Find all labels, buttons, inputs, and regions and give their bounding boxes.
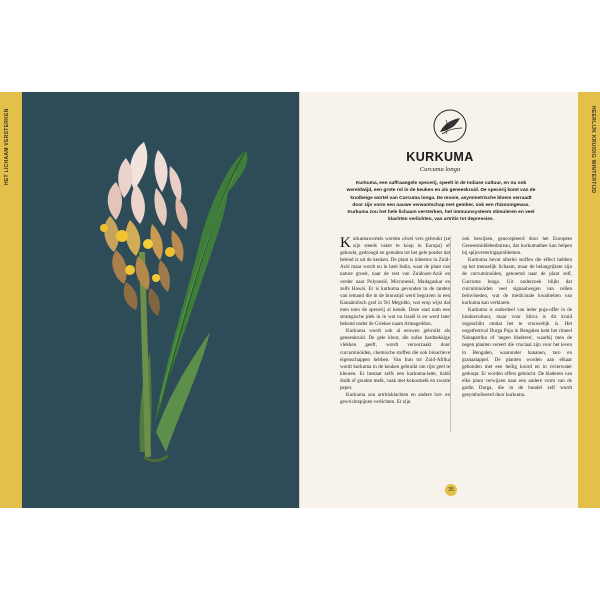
right-chapter-tab [578, 92, 600, 508]
left-tab-label: HET LICHAAM VERSTERKEN [4, 108, 10, 185]
page-number: 35 [445, 484, 457, 496]
intro-paragraph: Kurkuma, een saffraangele specerij, speelt in de Indiase cultuur, en nu ook wereldwijd, een grote rol in de keuken en als geneeskruid. De specerij komt van de knolbeige wortel van Curcuma longa. De mooie, asymmetrische bloem verraadt door zijn vorm een nauwe verwantschap met gember, ook een rhizoomgewas. Kurkuma zou het hele lichaam versterken, het immuunsysteem stimuleren en veel klachten verlichten, van artritis tot depressies. [346, 181, 536, 223]
paragraph: Kurkuma zou artritisklachten en andere bot- en gewrichtspijnen verlichten. Er zijn [340, 392, 450, 406]
paragraph: ook bewijzen, geaccepteerd door het Europees Geneesmiddelenbureau, dat kurkumathee kan helpen bij spijsverteringsproblemen. [462, 236, 572, 257]
text-column-2 [462, 236, 572, 399]
drop-cap: K [340, 235, 351, 251]
left-chapter-tab [0, 92, 22, 508]
left-page [0, 92, 300, 508]
column-divider [450, 236, 451, 432]
paragraph: Kurkuma is onderdeel van ieder puja-offer in de hindoecultuur, maar voor Shiva is dit kruid ongeschikt omdat het te vrouwelijk is. Het oogstfestival Durga Puja in Bengalen kent het ritueel Nabapatrika of 'negen bladeren', waarbij men de negen planten vereert die cruciaal zijn voor het leven in Bengalen, waaronder bananen, taro en granaatappel. De planten worden aan elkaar gebonden met een heilig koord en in rivierwater gedoopt. Er worden offers gebracht. De bladeren van elke plant verwijzen naar een andere vorm van de godin Durga, die in de bundel zelf wordt gesymboliseerd door kurkuma. [462, 306, 572, 399]
book-spread [0, 92, 600, 508]
botanical-emblem-icon [432, 108, 468, 144]
text-column-1 [340, 236, 450, 406]
paragraph [340, 236, 450, 328]
paragraph: Kurkuma bevat allerlei stoffen die effect hebben op het menselijk lichaam, maar de belangrijkste zijn de curcuminoïden, genoemd naar de plant zelf, Curcuma longa. Uit onderzoek blijkt dat curcuminoïden veel signaalwegen van cellen beïnvloeden, wat de medicinale kwaliteiten van kurkuma kan verklaren. [462, 257, 572, 306]
latin-name: Curcuma longa [419, 166, 461, 173]
page-title: KURKUMA [406, 150, 474, 164]
right-tab-label: HEERLIJK KRUIDIG WINTERTIJD [590, 106, 596, 194]
right-page [300, 92, 600, 508]
turmeric-plant-illustration [60, 132, 260, 472]
paragraph: Kurkuma wordt ook al eeuwen gebruikt als geneeskruid. De gele kleur, die zulke hardnekkige vlekken geeft, wordt veroorzaakt door curcuminoïden, chemische stoffen die ook bioactieve eigenschappen hebben. Van Iran tot Zuid-Afrika wordt kurkuma in de keuken gebruikt om rijst geel te kleuren. Er bestaat zelfs een kurkuma-latte, haldi dudh of gouden melk, vaak met kokosmelk en zwarte peper. [340, 328, 450, 391]
paragraph-text: urkumawortels worden olwel vers gebruikt (ze zijn steeds vaker te koop in Europa) of gekookt, gedroogd en gemalen tot het gele poeder dat belend is uit de keuken. De plant is inheems in Zuid-Azië maar wordt nu in heel India, waar de plant van nature groeit, naar de rest van Zuidoost-Azië en verder naar Polynesië, Micronesië, Madagaskar en zelfs Hawaï. Er is kurkuma gevonden in de tanden van iemand die in de bronstijd werd begraven in een Kanaänitisch graf in Tel Megiddo, wat erop wijst dat men toen de specerij al kende. Deze stad nam een strategische plek in in wat nu Israël is en werd later bekend onder de Griekse naam Armageddon. [340, 236, 450, 328]
